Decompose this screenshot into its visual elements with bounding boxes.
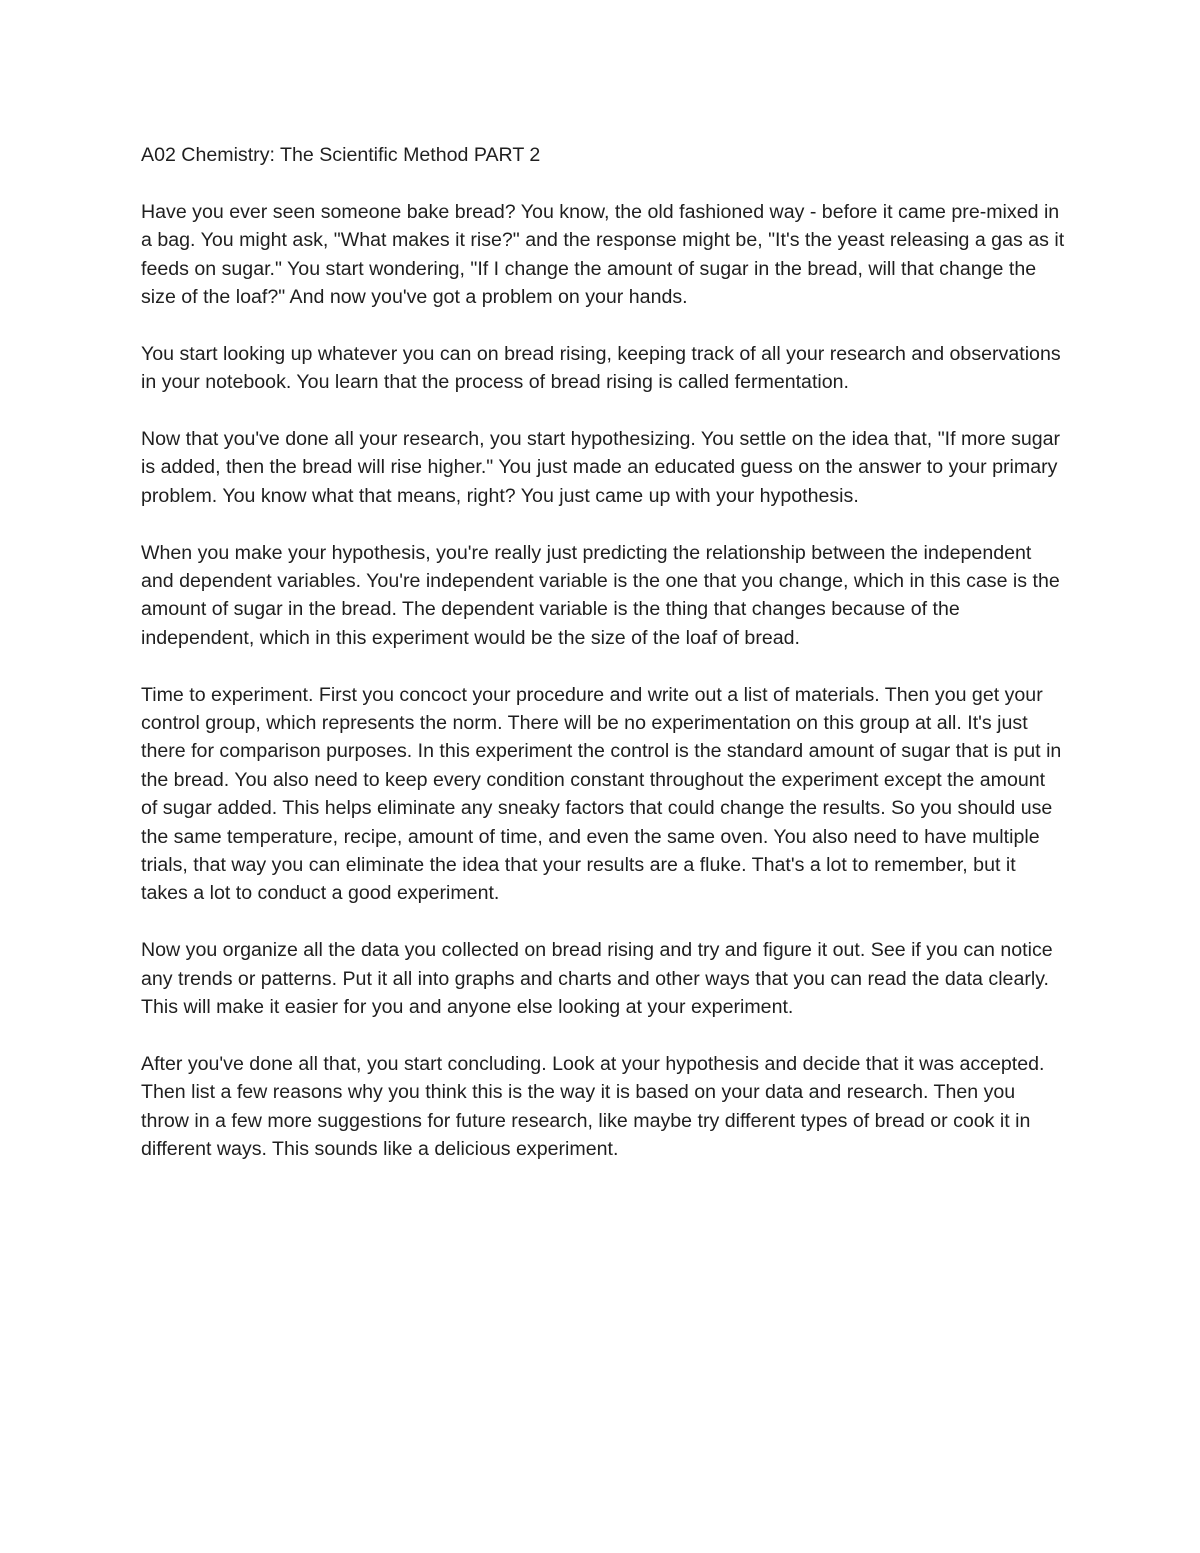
paragraph-conclusion: After you've done all that, you start concluding. Look at your hypothesis and decide that it was accepted. Then list a few reasons why you think this is the way it is based on your data and research. Then you throw in a few more suggestions for future research, like maybe try different types of bread or cook it in different ways. This sounds like a delicious experiment. xyxy=(141,1052,1045,1161)
document-title: A02 Chemistry: The Scientific Method PART 2 xyxy=(141,144,541,166)
document-body xyxy=(141,141,1066,1192)
paragraph-hypothesis: Now that you've done all your research, you start hypothesizing. You settle on the idea that, "If more sugar is added, then the bread will rise higher." You just made an educated guess on the answer to your primary problem. You know what that means, right? You just came up with your hypothesis. xyxy=(141,428,1061,507)
paragraph-variables: When you make your hypothesis, you're really just predicting the relationship between the independent and dependent variables. You're independent variable is the one that you change, which in this case is the amount of sugar in the bread. The dependent variable is the thing that changes because of the independent, which in this experiment would be the size of the loaf of bread. xyxy=(141,541,1060,649)
paragraph-experiment: Time to experiment. First you concoct your procedure and write out a list of materials. Then you get your control group, which represents the norm. There will be no experimentation on this group at all. It's just there for comparison purposes. In this experiment the control is the standard amount of sugar that is put in the bread. You also need to keep every condition constant throughout the experiment except the amount of sugar added. This helps eliminate any sneaky factors that could change the results. So you should use the same temperature, recipe, amount of time, and even the same oven. You also need to have multiple trials, that way you can eliminate the idea that your results are a fluke. That's a lot to remember, but it takes a lot to conduct a good experiment. xyxy=(141,683,1062,905)
paragraph-data-analysis: Now you organize all the data you collected on bread rising and try and figure it out. See if you can notice any trends or patterns. Put it all into graphs and charts and other ways that you can read the data clearly. This will make it easier for you and anyone else looking at your experiment. xyxy=(141,939,1053,1019)
paragraph-bread-question: Have you ever seen someone bake bread? You know, the old fashioned way - before it came pre-mixed in a bag. You might ask, "What makes it rise?" and the response might be, "It's the yeast releasing a gas as it feeds on sugar." You start wondering, "If I change the amount of sugar in the bread, will that change the size of the loaf?" And now you've got a problem on your hands. xyxy=(141,200,1065,309)
paragraph-research: You start looking up whatever you can on bread rising, keeping track of all your research and observations in your notebook. You learn that the process of bread rising is called fermentation. xyxy=(141,342,1061,394)
